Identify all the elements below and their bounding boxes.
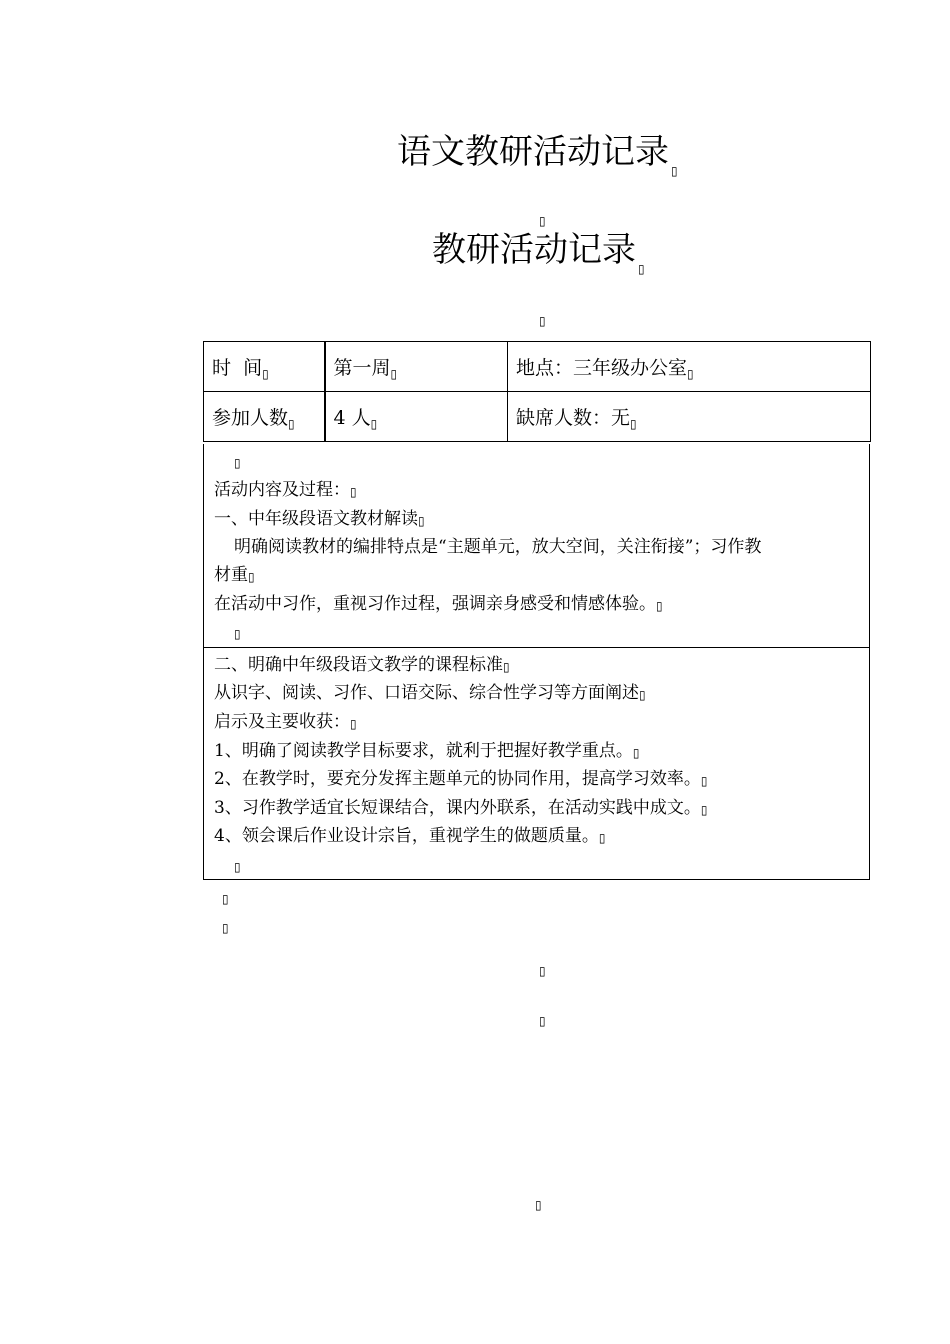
placeholder-mark-icon: ▯ [234,860,241,874]
content-section-1 [204,444,869,648]
item-description-text: 从识字、阅读、习作、口语交际、综合性学习等方面阐述 [214,683,639,703]
placeholder-mark-icon: ▯ [632,746,640,760]
placeholder-mark-icon: ▯ [539,314,546,328]
placeholder-mark-icon: ▯ [671,164,678,178]
placeholder-mark-icon: ▯ [687,367,694,381]
activity-info-table [203,341,871,442]
placeholder-mark-icon: ▯ [418,514,425,528]
item-title [214,654,510,677]
placeholder-mark-icon: ▯ [539,964,546,978]
placeholder-mark-icon: ▯ [370,417,378,431]
item-title-text: 一、中年级段语文教材解读 [214,509,418,529]
document-title [397,130,678,181]
list-item-text: 3、习作教学适宜长短课结合，课内外联系，在活动实践中成文。 [214,798,701,818]
list-item-text: 1、明确了阅读教学目标要求，就利于把握好教学重点。 [214,741,633,761]
placeholder-mark-icon: ▯ [222,892,229,906]
placeholder-mark-icon: ▯ [350,717,357,731]
placeholder-mark-icon: ▯ [222,921,229,935]
placeholder-mark-icon: ▯ [700,803,708,817]
blank-line [234,450,241,473]
activity-content-box [203,444,870,880]
location-cell [508,342,871,392]
document-subtitle-text: 教研活动记录 [432,230,636,270]
time-label: 时 间 [212,357,263,379]
item-title [214,508,425,531]
list-item [214,797,707,820]
table-row [204,392,871,442]
placeholder-mark-icon: ▯ [262,367,269,381]
list-item [214,740,639,763]
blank-line [234,621,241,644]
harvest-heading [214,711,357,734]
item-description [214,682,646,705]
table-row [204,342,871,392]
absent-cell [508,392,871,442]
content-heading [214,479,357,502]
placeholder-mark-icon: ▯ [248,570,255,584]
time-label-cell [204,342,325,392]
placeholder-mark-icon: ▯ [234,456,241,470]
placeholder-mark-icon: ▯ [638,262,645,276]
attendees-label-cell [204,392,325,442]
placeholder-mark-icon: ▯ [656,599,663,613]
placeholder-mark-icon: ▯ [234,627,241,641]
list-item-text: 4、领会课后作业设计宗旨，重视学生的做题质量。 [214,826,599,846]
placeholder-mark-icon: ▯ [535,1198,542,1212]
placeholder-mark-icon: ▯ [630,417,637,431]
paragraph-line [214,593,663,616]
time-value: 第一周 [333,357,391,379]
document-subtitle [432,228,645,279]
list-item [214,825,605,848]
paragraph-text: 明确阅读教材的编排特点是“主题单元，放大空间，关注衔接”；习作教 [234,537,762,557]
paragraph-line [214,564,255,587]
location-value: 地点：三年级办公室 [516,357,688,379]
placeholder-mark-icon: ▯ [539,214,546,228]
placeholder-mark-icon: ▯ [288,417,295,431]
placeholder-mark-icon: ▯ [700,774,708,788]
attendees-label: 参加人数 [212,407,289,429]
attendees-value-cell [325,392,508,442]
paragraph-text: 在活动中习作，重视习作过程，强调亲身感受和情感体验。 [214,594,656,614]
placeholder-mark-icon: ▯ [503,660,510,674]
content-heading-text: 活动内容及过程： [214,480,350,500]
paragraph-text: 材重 [214,565,248,585]
blank-line [234,854,241,877]
list-item-text: 2、在教学时，要充分发挥主题单元的协同作用，提高学习效率。 [214,769,701,789]
item-title-text: 二、明确中年级段语文教学的课程标准 [214,655,503,675]
content-section-2 [204,648,869,879]
placeholder-mark-icon: ▯ [390,367,398,381]
list-item [214,768,707,791]
placeholder-mark-icon: ▯ [598,831,606,845]
paragraph-line [234,536,761,558]
attendees-value: 4 人 [333,407,371,429]
harvest-heading-text: 启示及主要收获： [214,712,350,732]
placeholder-mark-icon: ▯ [539,1014,546,1028]
absent-value: 缺席人数：无 [516,407,631,429]
time-value-cell [325,342,508,392]
placeholder-mark-icon: ▯ [350,485,357,499]
document-title-text: 语文教研活动记录 [397,132,669,172]
placeholder-mark-icon: ▯ [639,688,646,702]
